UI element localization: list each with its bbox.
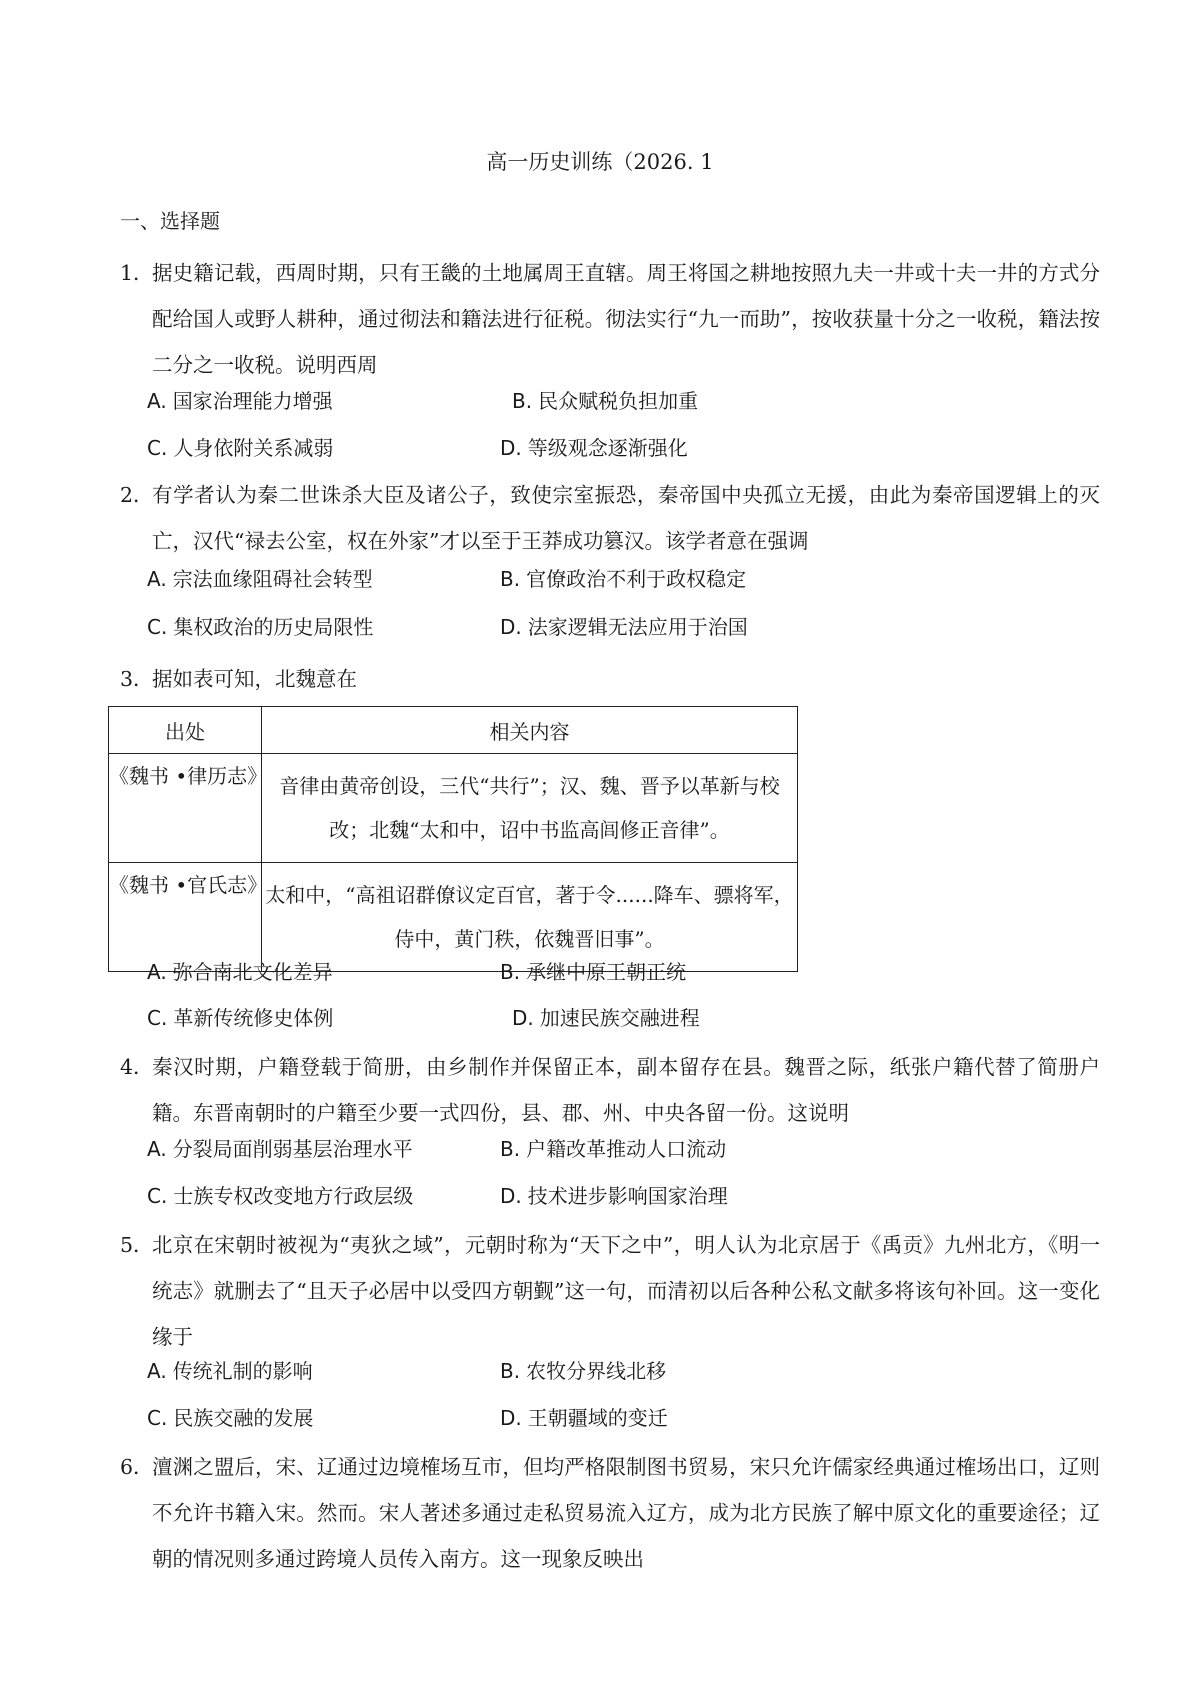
question-stem: 据如表可知，北魏意在 <box>152 667 357 691</box>
question-number: 6． <box>120 1455 154 1479</box>
option-b: B. 民众赋税负担加重 <box>512 389 699 413</box>
option-b: B. 户籍改革推动人口流动 <box>500 1137 727 1161</box>
option-a: A. 宗法血缘阻碍社会转型 <box>147 567 373 591</box>
option-b: B. 承继中原王朝正统 <box>500 960 687 984</box>
option-b: B. 农牧分界线北移 <box>500 1359 667 1383</box>
question-1 <box>120 250 1100 388</box>
question-stem: 有学者认为秦二世诛杀大臣及诸公子，致使宗室振恐，秦帝国中央孤立无援，由此为秦帝国逻辑上的灭亡，汉代“禄去公室，权在外家”才以至于王莽成功篡汉。该学者意在强调 <box>152 483 1100 553</box>
option-c: C. 人身依附关系减弱 <box>147 436 334 460</box>
option-c: C. 士族专权改变地方行政层级 <box>147 1184 414 1208</box>
table-cell-source: 《魏书 •官氏志》 <box>109 863 262 972</box>
section-heading: 一、选择题 <box>120 209 220 233</box>
source-table <box>108 706 798 972</box>
table-cell-source: 《魏书 •律历志》 <box>109 754 262 863</box>
option-a: A. 传统礼制的影响 <box>147 1359 313 1383</box>
option-a: A. 国家治理能力增强 <box>147 389 333 413</box>
question-number: 3． <box>120 667 154 691</box>
page-title: 高一历史训练（2026. 1 <box>486 150 714 174</box>
option-c: C. 集权政治的历史局限性 <box>147 615 374 639</box>
question-2 <box>120 472 1100 564</box>
question-stem: 据史籍记载，西周时期，只有王畿的土地属周王直辖。周王将国之耕地按照九夫一井或十夫一井的方式分配给国人或野人耕种，通过彻法和籍法进行征税。彻法实行“九一而助”，按收获量十分之一收税，籍法按二分之一收税。说明西周 <box>152 261 1100 377</box>
option-d: D. 等级观念逐渐强化 <box>500 436 688 460</box>
table-cell-content: 太和中，“高祖诏群僚议定百官，著于令......降车、骠将军，侍中，黄门秩，依魏晋旧事”。 <box>262 863 798 972</box>
question-stem: 北京在宋朝时被视为“夷狄之域”，元朝时称为“天下之中”，明人认为北京居于《禹贡》九州北方，《明一统志》就删去了“且天子必居中以受四方朝觐”这一句，而清初以后各种公私文献多将该句补回。这一变化缘于 <box>152 1233 1100 1349</box>
option-d: D. 法家逻辑无法应用于治国 <box>500 615 748 639</box>
option-d: D. 加速民族交融进程 <box>512 1006 700 1030</box>
option-d: D. 技术进步影响国家治理 <box>500 1184 728 1208</box>
option-c: C. 革新传统修史体例 <box>147 1006 334 1030</box>
question-3 <box>120 656 1100 702</box>
option-b: B. 官僚政治不利于政权稳定 <box>500 567 747 591</box>
table-header-source: 出处 <box>109 707 262 754</box>
option-d: D. 王朝疆域的变迁 <box>500 1406 668 1430</box>
option-c: C. 民族交融的发展 <box>147 1406 314 1430</box>
question-number: 1． <box>120 261 154 285</box>
question-number: 5． <box>120 1233 154 1257</box>
option-a: A. 分裂局面削弱基层治理水平 <box>147 1137 413 1161</box>
question-6 <box>120 1444 1100 1582</box>
table-cell-content: 音律由黄帝创设，三代“共行”；汉、魏、晋予以革新与校改；北魏“太和中，诏中书监高闾修正音律”。 <box>262 754 798 863</box>
table-row <box>109 754 798 863</box>
question-stem: 澶渊之盟后，宋、辽通过边境榷场互市，但均严格限制图书贸易，宋只允许儒家经典通过榷场出口，辽则不允许书籍入宋。然而。宋人著述多通过走私贸易流入辽方，成为北方民族了解中原文化的重要途径；辽朝的情况则多通过跨境人员传入南方。这一现象反映出 <box>152 1455 1100 1571</box>
question-number: 2． <box>120 483 154 507</box>
table-header-content: 相关内容 <box>262 707 798 754</box>
question-stem: 秦汉时期，户籍登载于简册，由乡制作并保留正本，副本留存在县。魏晋之际，纸张户籍代替了简册户籍。东晋南朝时的户籍至少要一式四份，县、郡、州、中央各留一份。这说明 <box>152 1055 1100 1125</box>
question-5 <box>120 1222 1100 1360</box>
question-number: 4． <box>120 1055 154 1079</box>
option-a: A. 弥合南北文化差异 <box>147 960 333 984</box>
question-4 <box>120 1044 1100 1136</box>
